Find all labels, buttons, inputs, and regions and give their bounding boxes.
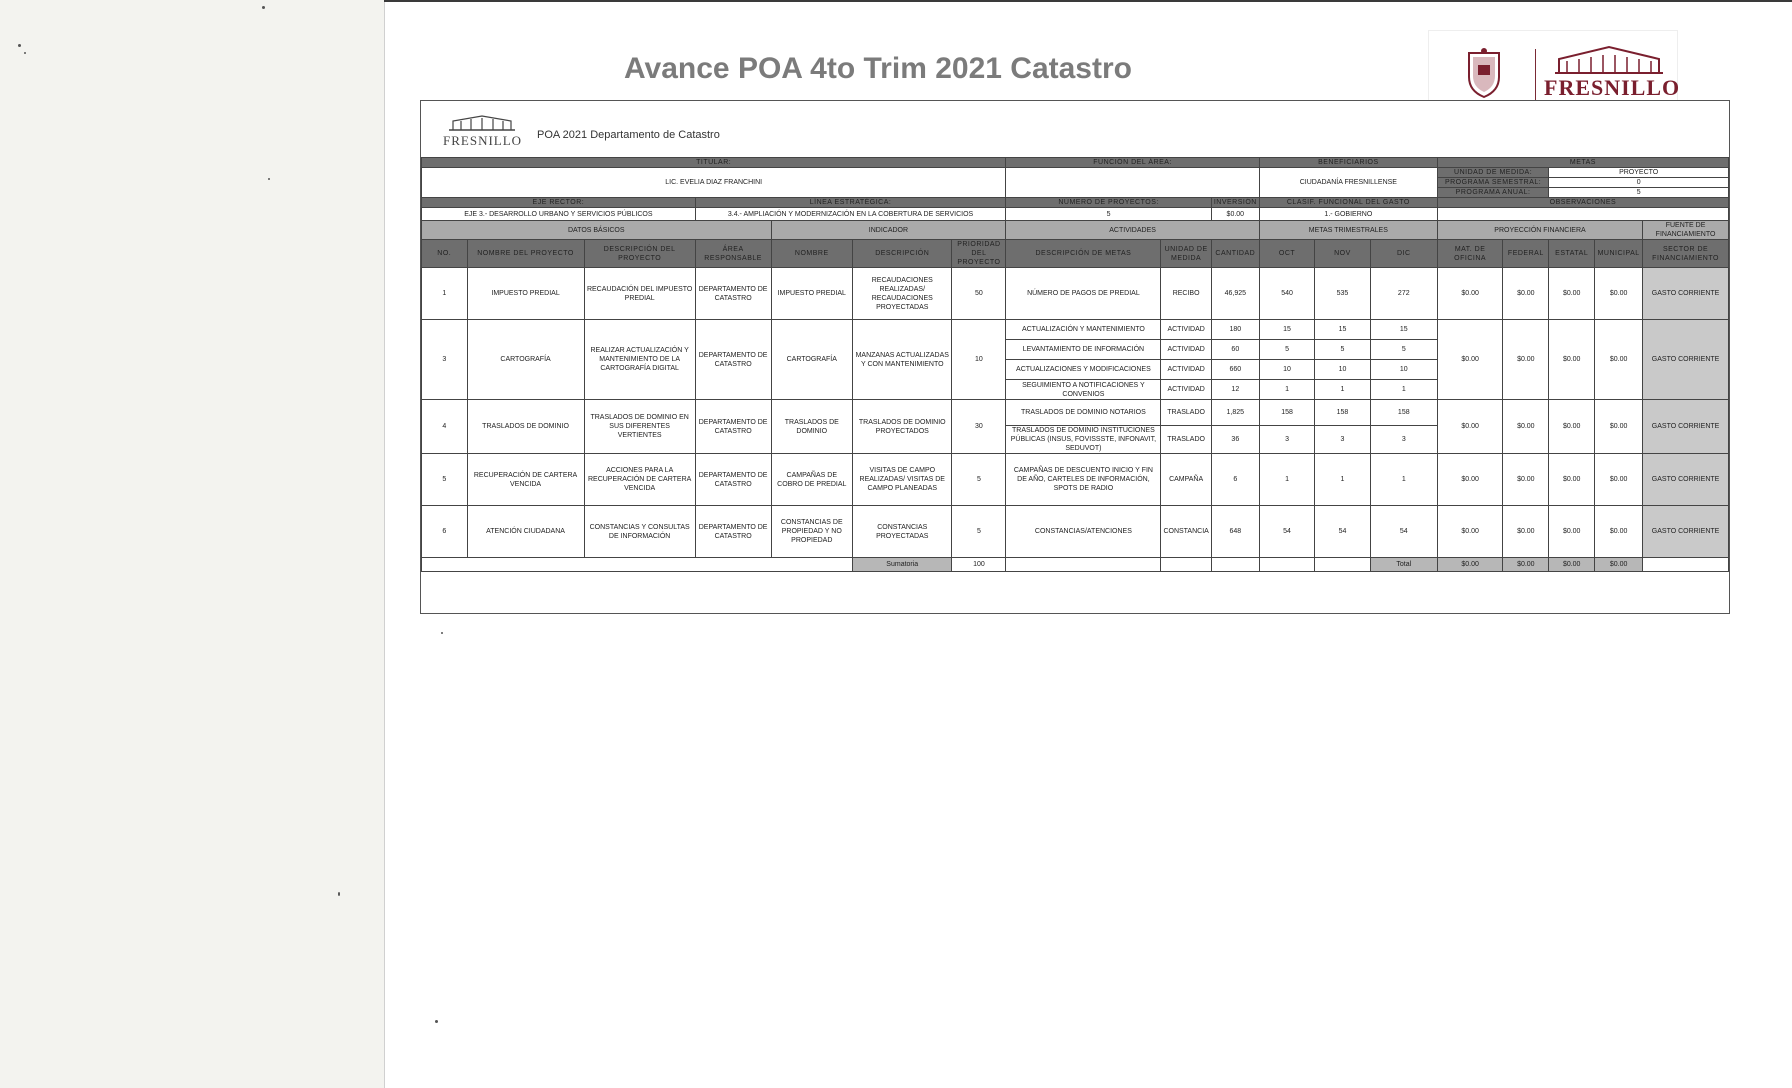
num-proyectos-value: 5 (1006, 208, 1211, 221)
programa-anual-value: 5 (1549, 188, 1729, 198)
sheet-header (421, 101, 1729, 157)
scan-speck (262, 6, 265, 9)
project-name: RECUPERACIÓN DE CARTERA VENCIDA (467, 454, 584, 506)
column-header: NOMBRE DEL PROYECTO (467, 240, 584, 268)
goal-dic: 5 (1370, 340, 1437, 360)
project-description: CONSTANCIAS Y CONSULTAS DE INFORMACIÓN (584, 506, 695, 558)
finance-estatal: $0.00 (1549, 506, 1595, 558)
activity-quantity: 12 (1211, 380, 1259, 400)
table-row (422, 454, 1729, 506)
project-description: ACCIONES PARA LA RECUPERACIÓN DE CARTERA VENCIDA (584, 454, 695, 506)
project-priority: 5 (952, 506, 1006, 558)
project-priority: 10 (952, 320, 1006, 400)
project-description: TRASLADOS DE DOMINIO EN SUS DIFERENTES VERTIENTES (584, 400, 695, 454)
indicator-name: CARTOGRAFÍA (771, 320, 853, 400)
indicator-description: MANZANAS ACTUALIZADAS Y CON MANTENIMIENTO (853, 320, 952, 400)
project-area: DEPARTAMENTO DE CATASTRO (695, 454, 771, 506)
goal-nov: 1 (1315, 454, 1370, 506)
goal-oct: 5 (1259, 340, 1314, 360)
finance-mat-oficina: $0.00 (1437, 454, 1503, 506)
project-name: TRASLADOS DE DOMINIO (467, 400, 584, 454)
activity-quantity: 180 (1211, 320, 1259, 340)
activity-quantity: 6 (1211, 454, 1259, 506)
header-metas-trimestrales: METAS TRIMESTRALES (1259, 221, 1437, 240)
header-beneficiarios: BENEFICIARIOS (1259, 158, 1437, 168)
activity-description: ACTUALIZACIONES Y MODIFICACIONES (1006, 360, 1161, 380)
column-header: DESCRIPCIÓN DE METAS (1006, 240, 1161, 268)
programa-semestral-label: PROGRAMA SEMESTRAL: (1437, 178, 1548, 188)
activity-unit: RECIBO (1161, 268, 1211, 320)
sumatoria-label: Sumatoria (853, 558, 952, 572)
empty-cell (1315, 558, 1370, 572)
header-inversion: INVERSIÓN (1211, 198, 1259, 208)
activity-unit: TRASLADO (1161, 426, 1211, 454)
header-num-proyectos: NÚMERO DE PROYECTOS: (1006, 198, 1211, 208)
column-header: DESCRIPCIÓN DEL PROYECTO (584, 240, 695, 268)
activity-unit: CONSTANCIA (1161, 506, 1211, 558)
beneficiarios-value: CIUDADANÍA FRESNILLENSE (1259, 168, 1437, 198)
total-value: $0.00 (1437, 558, 1503, 572)
column-header: NO. (422, 240, 468, 268)
activity-quantity: 1,825 (1211, 400, 1259, 426)
activity-description: ACTUALIZACIÓN Y MANTENIMIENTO (1006, 320, 1161, 340)
activity-description: SEGUIMIENTO A NOTIFICACIONES Y CONVENIOS (1006, 380, 1161, 400)
blank-cell (422, 558, 853, 572)
total-label: Total (1370, 558, 1437, 572)
goal-nov: 3 (1315, 426, 1370, 454)
goal-nov: 54 (1315, 506, 1370, 558)
finance-federal: $0.00 (1503, 400, 1549, 454)
header-datos-basicos: DATOS BÁSICOS (422, 221, 772, 240)
activity-description: CONSTANCIAS/ATENCIONES (1006, 506, 1161, 558)
column-header: NOV (1315, 240, 1370, 268)
project-name: CARTOGRAFÍA (467, 320, 584, 400)
goal-dic: 10 (1370, 360, 1437, 380)
finance-sector: GASTO CORRIENTE (1643, 400, 1729, 454)
column-header: PRIORIDAD DEL PROYECTO (952, 240, 1006, 268)
goal-oct: 54 (1259, 506, 1314, 558)
indicator-description: RECAUDACIONES REALIZADAS/ RECAUDACIONES PROYECTADAS (853, 268, 952, 320)
goal-nov: 158 (1315, 400, 1370, 426)
scan-left-margin (0, 0, 385, 1088)
observaciones-value (1437, 208, 1728, 221)
goal-nov: 5 (1315, 340, 1370, 360)
indicator-name: IMPUESTO PREDIAL (771, 268, 853, 320)
sheet-logo-text: FRESNILLO (443, 133, 523, 148)
indicator-description: VISITAS DE CAMPO REALIZADAS/ VISITAS DE CAMPO PLANEADAS (853, 454, 952, 506)
table-row (422, 320, 1729, 340)
scan-speck (441, 632, 443, 634)
activity-quantity: 36 (1211, 426, 1259, 454)
project-area: DEPARTAMENTO DE CATASTRO (695, 506, 771, 558)
blank-cell (1643, 558, 1729, 572)
sheet-logo (443, 115, 521, 151)
goal-nov: 10 (1315, 360, 1370, 380)
project-area: DEPARTAMENTO DE CATASTRO (695, 320, 771, 400)
header-observaciones: OBSERVACIONES (1437, 198, 1728, 208)
activity-description: NÚMERO DE PAGOS DE PREDIAL (1006, 268, 1161, 320)
indicator-description: TRASLADOS DE DOMINIO PROYECTADOS (853, 400, 952, 454)
total-value: $0.00 (1595, 558, 1643, 572)
column-header-row (422, 240, 1729, 268)
project-priority: 30 (952, 400, 1006, 454)
scan-top-edge (384, 0, 1792, 2)
project-name: IMPUESTO PREDIAL (467, 268, 584, 320)
activity-unit: ACTIVIDAD (1161, 340, 1211, 360)
titular-name: LIC. EVELIA DIAZ FRANCHINI (422, 168, 1006, 198)
clasif-value: 1.- GOBIERNO (1259, 208, 1437, 221)
header-linea: LÍNEA ESTRATÉGICA: (695, 198, 1006, 208)
finance-federal: $0.00 (1503, 268, 1549, 320)
column-header: DESCRIPCIÓN (853, 240, 952, 268)
column-header: SECTOR DE FINANCIAMIENTO (1643, 240, 1729, 268)
table-row (422, 268, 1729, 320)
page-title: Avance POA 4to Trim 2021 Catastro (624, 52, 1132, 85)
goal-oct: 1 (1259, 380, 1314, 400)
activity-unit: ACTIVIDAD (1161, 320, 1211, 340)
goal-nov: 535 (1315, 268, 1370, 320)
finance-mat-oficina: $0.00 (1437, 268, 1503, 320)
linea-value: 3.4.- AMPLIACIÓN Y MODERNIZACIÓN EN LA COBERTURA DE SERVICIOS (695, 208, 1006, 221)
activity-unit: ACTIVIDAD (1161, 360, 1211, 380)
column-header: UNIDAD DE MEDIDA (1161, 240, 1211, 268)
finance-sector: GASTO CORRIENTE (1643, 454, 1729, 506)
project-no: 1 (422, 268, 468, 320)
goal-dic: 54 (1370, 506, 1437, 558)
goal-dic: 272 (1370, 268, 1437, 320)
finance-sector: GASTO CORRIENTE (1643, 268, 1729, 320)
scan-speck (268, 178, 270, 180)
sumatoria-value: 100 (952, 558, 1006, 572)
goal-oct: 3 (1259, 426, 1314, 454)
activity-quantity: 648 (1211, 506, 1259, 558)
indicator-description: CONSTANCIAS PROYECTADAS (853, 506, 952, 558)
finance-mat-oficina: $0.00 (1437, 506, 1503, 558)
header-metas: METAS (1437, 158, 1728, 168)
building-icon (443, 115, 521, 131)
table-row (422, 506, 1729, 558)
project-description: REALIZAR ACTUALIZACIÓN Y MANTENIMIENTO DE LA CARTOGRAFÍA DIGITAL (584, 320, 695, 400)
project-no: 6 (422, 506, 468, 558)
finance-estatal: $0.00 (1549, 454, 1595, 506)
programa-anual-label: PROGRAMA ANUAL: (1437, 188, 1548, 198)
total-value: $0.00 (1549, 558, 1595, 572)
finance-municipal: $0.00 (1595, 268, 1643, 320)
finance-federal: $0.00 (1503, 320, 1549, 400)
finance-municipal: $0.00 (1595, 400, 1643, 454)
finance-sector: GASTO CORRIENTE (1643, 506, 1729, 558)
scan-speck (338, 892, 340, 896)
activity-description: CAMPAÑAS DE DESCUENTO INICIO Y FIN DE AÑO, CARTELES DE INFORMACIÓN, SPOTS DE RADIO (1006, 454, 1161, 506)
empty-cell (1211, 558, 1259, 572)
header-eje: EJE RECTOR: (422, 198, 696, 208)
eje-value: EJE 3.- DESARROLLO URBANO Y SERVICIOS PÚBLICOS (422, 208, 696, 221)
activity-description: LEVANTAMIENTO DE INFORMACIÓN (1006, 340, 1161, 360)
total-value: $0.00 (1503, 558, 1549, 572)
column-header: NOMBRE (771, 240, 853, 268)
finance-mat-oficina: $0.00 (1437, 320, 1503, 400)
project-no: 3 (422, 320, 468, 400)
goal-oct: 540 (1259, 268, 1314, 320)
funcion-value (1006, 168, 1259, 198)
goal-oct: 10 (1259, 360, 1314, 380)
header-indicador: INDICADOR (771, 221, 1006, 240)
header-fuente: FUENTE DE FINANCIAMIENTO (1643, 221, 1729, 240)
project-priority: 5 (952, 454, 1006, 506)
project-name: ATENCIÓN CIUDADANA (467, 506, 584, 558)
inversion-value: $0.00 (1211, 208, 1259, 221)
activity-unit: ACTIVIDAD (1161, 380, 1211, 400)
finance-estatal: $0.00 (1549, 320, 1595, 400)
column-header: ÁREA RESPONSABLE (695, 240, 771, 268)
goal-dic: 1 (1370, 454, 1437, 506)
goal-oct: 1 (1259, 454, 1314, 506)
poa-sheet (420, 100, 1730, 614)
finance-municipal: $0.00 (1595, 320, 1643, 400)
column-header: MUNICIPAL (1595, 240, 1643, 268)
project-no: 4 (422, 400, 468, 454)
brand-name: FRESNILLO (1544, 75, 1681, 100)
project-no: 5 (422, 454, 468, 506)
finance-federal: $0.00 (1503, 454, 1549, 506)
finance-municipal: $0.00 (1595, 454, 1643, 506)
scan-speck (24, 52, 26, 54)
scan-speck (435, 1020, 438, 1023)
header-titular: TITULAR: (422, 158, 1006, 168)
finance-estatal: $0.00 (1549, 400, 1595, 454)
coat-of-arms-icon (1461, 47, 1507, 99)
unidad-medida-label: UNIDAD DE MEDIDA: (1437, 168, 1548, 178)
finance-municipal: $0.00 (1595, 506, 1643, 558)
scan-speck (18, 44, 21, 47)
empty-cell (1259, 558, 1314, 572)
goal-dic: 15 (1370, 320, 1437, 340)
programa-semestral-value: 0 (1549, 178, 1729, 188)
empty-cell (1006, 558, 1161, 572)
empty-cell (1161, 558, 1211, 572)
finance-sector: GASTO CORRIENTE (1643, 320, 1729, 400)
indicator-name: TRASLADOS DE DOMINIO (771, 400, 853, 454)
header-actividades: ACTIVIDADES (1006, 221, 1259, 240)
column-header: ESTATAL (1549, 240, 1595, 268)
finance-federal: $0.00 (1503, 506, 1549, 558)
project-area: DEPARTAMENTO DE CATASTRO (695, 400, 771, 454)
activity-quantity: 660 (1211, 360, 1259, 380)
activity-quantity: 60 (1211, 340, 1259, 360)
indicator-name: CAMPAÑAS DE COBRO DE PREDIAL (771, 454, 853, 506)
column-header: FEDERAL (1503, 240, 1549, 268)
finance-mat-oficina: $0.00 (1437, 400, 1503, 454)
goal-oct: 15 (1259, 320, 1314, 340)
goal-oct: 158 (1259, 400, 1314, 426)
goal-dic: 3 (1370, 426, 1437, 454)
project-description: RECAUDACIÓN DEL IMPUESTO PREDIAL (584, 268, 695, 320)
header-funcion: FUNCIÓN DEL ÁREA: (1006, 158, 1259, 168)
project-priority: 50 (952, 268, 1006, 320)
activity-description: TRASLADOS DE DOMINIO INSTITUCIONES PÚBLICAS (INSUS, FOVISSSTE, INFONAVIT, SEDUVOT) (1006, 426, 1161, 454)
goal-nov: 1 (1315, 380, 1370, 400)
goal-dic: 158 (1370, 400, 1437, 426)
header-clasif: CLASIF. FUNCIONAL DEL GASTO (1259, 198, 1437, 208)
column-header: DIC (1370, 240, 1437, 268)
sheet-title: POA 2021 Departamento de Catastro (537, 129, 720, 141)
goal-dic: 1 (1370, 380, 1437, 400)
table-row (422, 400, 1729, 426)
building-icon (1553, 43, 1665, 75)
column-header: OCT (1259, 240, 1314, 268)
header-proyeccion: PROYECCIÓN FINANCIERA (1437, 221, 1642, 240)
column-header: CANTIDAD (1211, 240, 1259, 268)
poa-table (421, 157, 1729, 572)
totals-row (422, 558, 1729, 572)
column-header: MAT. DE OFICINA (1437, 240, 1503, 268)
indicator-name: CONSTANCIAS DE PROPIEDAD Y NO PROPIEDAD (771, 506, 853, 558)
project-area: DEPARTAMENTO DE CATASTRO (695, 268, 771, 320)
goal-nov: 15 (1315, 320, 1370, 340)
activity-description: TRASLADOS DE DOMINIO NOTARIOS (1006, 400, 1161, 426)
activity-unit: TRASLADO (1161, 400, 1211, 426)
finance-estatal: $0.00 (1549, 268, 1595, 320)
activity-unit: CAMPAÑA (1161, 454, 1211, 506)
activity-quantity: 46,925 (1211, 268, 1259, 320)
unidad-medida-value: PROYECTO (1549, 168, 1729, 178)
